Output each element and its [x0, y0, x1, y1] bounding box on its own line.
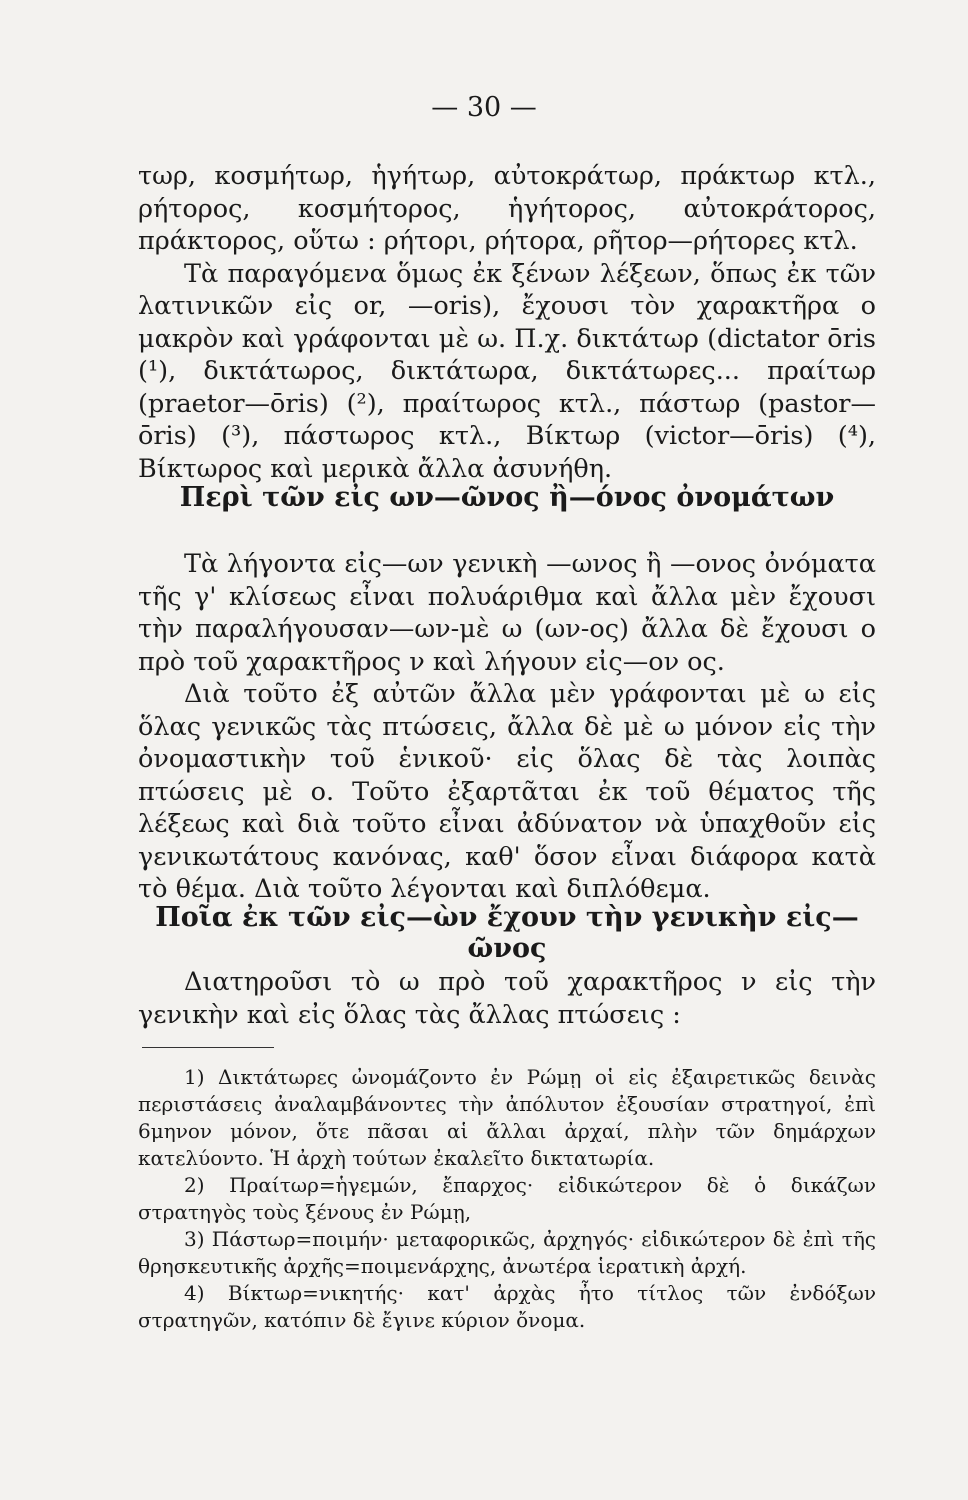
paragraph-5: Διατηροῦσι τὸ ω πρὸ τοῦ χαρακτῆρος ν εἰς τὴν γενικὴν καὶ εἰς ὅλας τὰς ἄλλας πτώσεις :	[138, 967, 876, 1030]
footnote-3: 3) Πάστωρ=ποιμήν· μεταφορικῶς, ἀρχηγός· εἰδικώτερον δὲ ἐπὶ τῆς θρησκευτικῆς ἀρχῆς=ποιμενάρχης, ἀνωτέρα ἱερατικὴ ἀρχή.	[138, 1227, 876, 1278]
footnote-divider	[142, 1047, 274, 1048]
paragraph-1: τωρ, κοσμήτωρ, ἡγήτωρ, αὐτοκράτωρ, πράκτωρ κτλ., ρήτορος, κοσμήτορος, ἡγήτορος, αὐτοκράτορος, πράκτορος, οὕτω : ρήτορι, ρήτορα, ρῆτορ—ρήτορες κτλ.	[138, 161, 876, 256]
paragraph-4: Διὰ τοῦτο ἐξ αὐτῶν ἄλλα μὲν γράφονται μὲ ω εἰς ὅλας γενικῶς τὰς πτώσεις, ἄλλα δὲ μὲ ω μόνον εἰς τὴν ὀνομαστικὴν τοῦ ἑνικοῦ· εἰς ὅλας δὲ τὰς λοιπὰς πτώσεις μὲ ο. Τοῦτο ἐξαρτᾶται ἐκ τοῦ θέματος τῆς λέξεως καὶ διὰ τοῦτο εἶναι ἀδύνατον νὰ ὑπαχθοῦν εἰς γενικωτάτους κανόνας, καθ' ὅσον εἶναι διάφορα κατὰ τὸ θέμα. Διὰ τοῦτο λέγονται καὶ διπλόθεμα.	[138, 679, 876, 904]
footnote-1: 1) Δικτάτωρες ὠνομάζοντο ἐν Ρώμῃ οἱ εἰς ἐξαιρετικῶς δεινὰς περιστάσεις ἀναλαμβάνοντες τὴν ἀπόλυτον ἐξουσίαν στρατηγοί, ἐπὶ 6μηνον μόνον, ὅτε πᾶσαι αἱ ἄλλαι ἀρχαί, πλὴν τῶν δημάρχων κατελύοντο. Ἡ ἀρχὴ τούτων ἐκαλεῖτο δικτατωρία.	[138, 1065, 876, 1170]
footnotes	[138, 1064, 876, 1334]
section-heading-2: Ποῖα ἐκ τῶν εἰς—ὼν ἔχουν τὴν γενικὴν εἰς—ῶνος	[155, 902, 859, 964]
paragraph-3: Τὰ λήγοντα εἰς—ων γενικὴ —ωνος ἢ —ονος ὀνόματα τῆς γ' κλίσεως εἶναι πολυάριθμα καὶ ἄλλα μὲν ἔχουσι τὴν παραλήγουσαν—ων-μὲ ω (ων-ος) ἄλλα δὲ ἔχουσι ο πρὸ τοῦ χαρακτῆρος ν καὶ λήγουν εἰς—ον ος.	[138, 549, 876, 677]
text-block-1	[138, 160, 876, 485]
text-block-3	[138, 966, 876, 1031]
page-number: — 30 —	[431, 92, 537, 123]
footnote-4: 4) Βίκτωρ=νικητής· κατ' ἀρχὰς ἦτο τίτλος τῶν ἐνδόξων στρατηγῶν, κατόπιν δὲ ἔγινε κύριον ὄνομα.	[138, 1281, 876, 1332]
paragraph-2: Τὰ παραγόμενα ὅμως ἐκ ξένων λέξεων, ὅπως ἐκ τῶν λατινικῶν εἰς or, —oris), ἔχουσι τὸν χαρακτῆρα ο μακρὸν καὶ γράφονται μὲ ω. Π.χ. δικτάτωρ (dictator ōris (¹), δικτάτωρος, δικτάτωρα, δικτάτωρες... πραίτωρ (praetor—ōris) (²), πραίτωρος κτλ., πάστωρ (pastor—ōris) (³), πάστωρος κτλ., Βίκτωρ (victor—ōris) (⁴), Βίκτωρος καὶ μερικὰ ἄλλα ἀσυνήθη.	[138, 258, 876, 484]
text-block-2	[138, 548, 876, 906]
footnote-2: 2) Πραίτωρ=ἡγεμών, ἔπαρχος· εἰδικώτερον δὲ ὁ δικάζων στρατηγὸς τοὺς ξένους ἐν Ρώμῃ,	[138, 1173, 876, 1224]
section-heading-1: Περὶ τῶν εἰς ων—ῶνος ἢ—όνος ὀνομάτων	[179, 482, 835, 513]
